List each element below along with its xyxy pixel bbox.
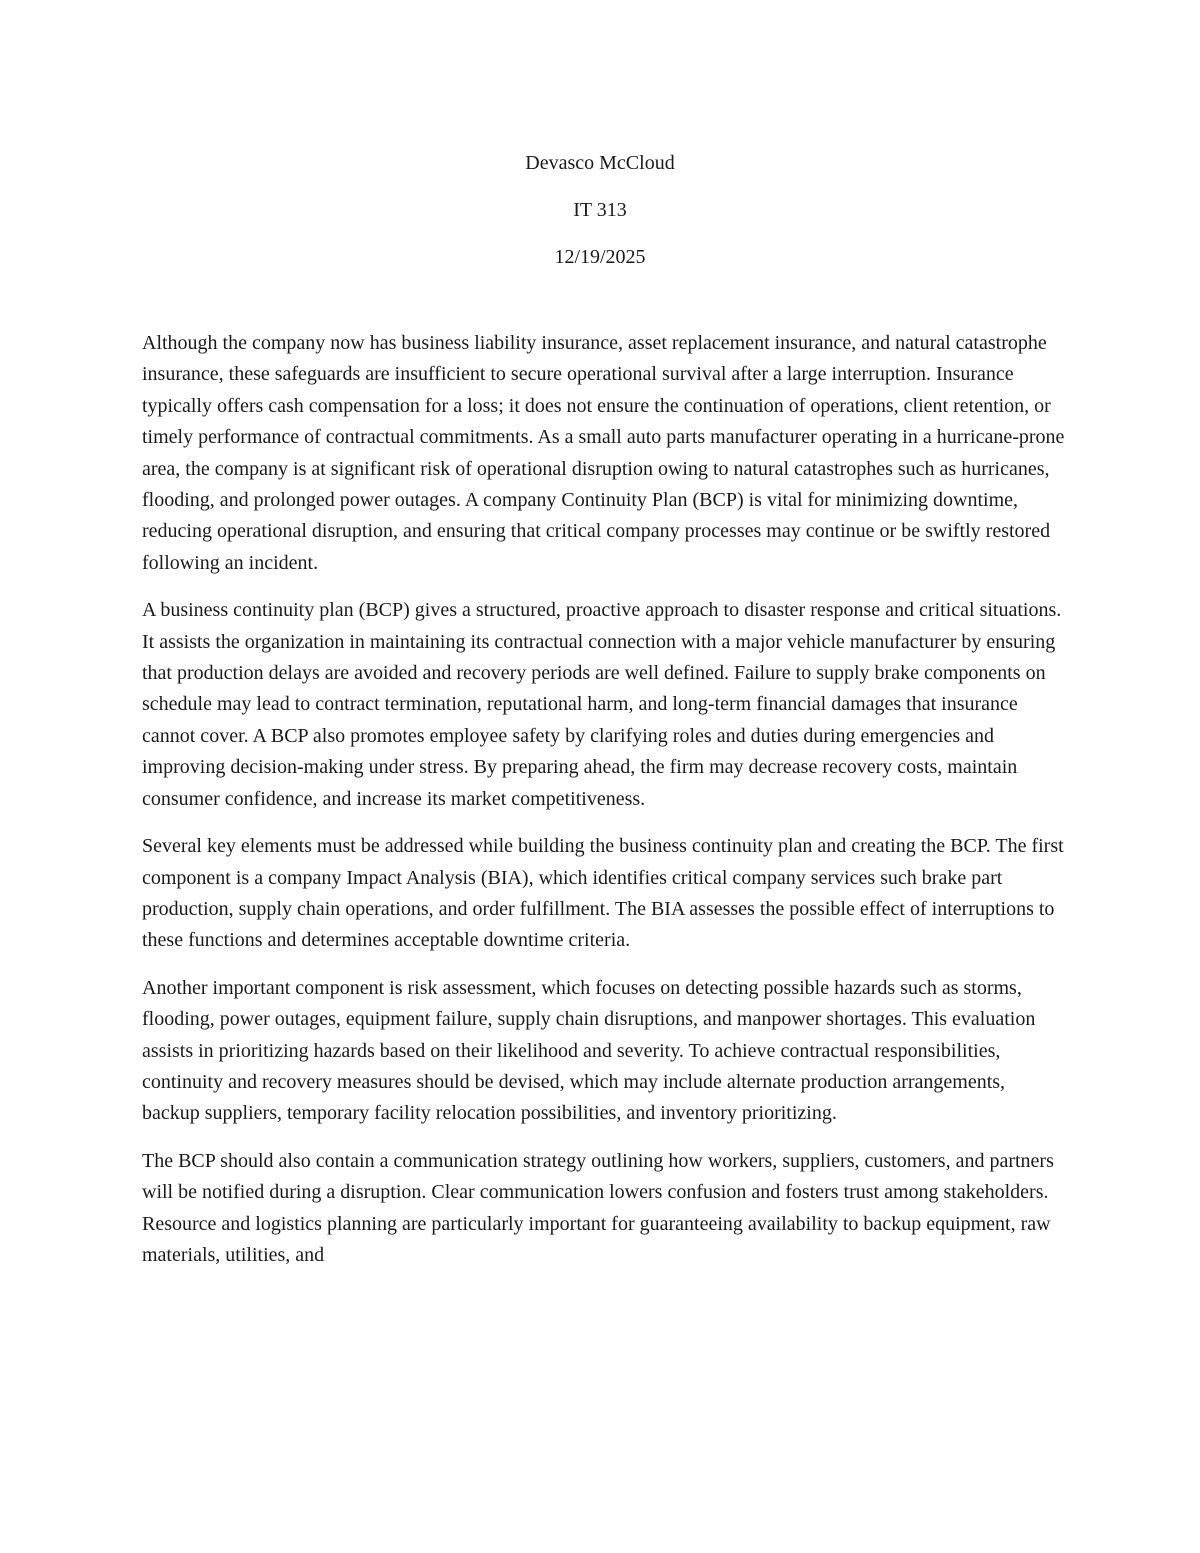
document-date: 12/19/2025: [554, 246, 646, 268]
paragraph-5: The BCP should also contain a communication strategy outlining how workers, suppliers, customers, and partners will be notified during a disruption. Clear communication lowers confusion and fosters trust among stakeholders. Resource and logistics planning are particularly important for guaranteeing availability to backup equipment, raw materials, utilities, and: [142, 1149, 1054, 1266]
paragraph-1: Although the company now has business liability insurance, asset replacement insurance, and natural catastrophe insurance, these safeguards are insufficient to secure operational survival after a large interruption. Insurance typically offers cash compensation for a loss; it does not ensure the continuation of operations, client retention, or timely performance of contractual commitments. As a small auto parts manufacturer operating in a hurricane-prone area, the company is at significant risk of operational disruption owing to natural catastrophes such as hurricanes, flooding, and prolonged power outages. A company Continuity Plan (BCP) is vital for minimizing downtime, reducing operational disruption, and ensuring that critical company processes may continue or be swiftly restored following an incident.: [142, 332, 1065, 574]
author-name: Devasco McCloud: [525, 152, 675, 174]
document-body: [142, 328, 1067, 1287]
paragraph-3: Several key elements must be addressed while building the business continuity plan and creating the BCP. The first component is a company Impact Analysis (BIA), which identifies critical company services such brake part production, supply chain operations, and order fulfillment. The BIA assesses the possible effect of interruptions to these functions and determines acceptable downtime criteria.: [142, 835, 1064, 952]
paragraph-4: Another important component is risk assessment, which focuses on detecting possible hazards such as storms, flooding, power outages, equipment failure, supply chain disruptions, and manpower shortages. This evaluation assists in prioritizing hazards based on their likelihood and severity. To achieve contractual responsibilities, continuity and recovery measures should be devised, which may include alternate production arrangements, backup suppliers, temporary facility relocation possibilities, and inventory prioritizing.: [142, 976, 1036, 1125]
document-header: [0, 140, 1200, 281]
course-code: IT 313: [573, 199, 627, 221]
paragraph-2: A business continuity plan (BCP) gives a structured, proactive approach to disaster response and critical situations. It assists the organization in maintaining its contractual connection with a major vehicle manufacturer by ensuring that production delays are avoided and recovery periods are well defined. Failure to supply brake components on schedule may lead to contract termination, reputational harm, and long-term financial damages that insurance cannot cover. A BCP also promotes employee safety by clarifying roles and duties during emergencies and improving decision-making under stress. By preparing ahead, the firm may decrease recovery costs, maintain consumer confidence, and increase its market competitiveness.: [142, 599, 1062, 810]
